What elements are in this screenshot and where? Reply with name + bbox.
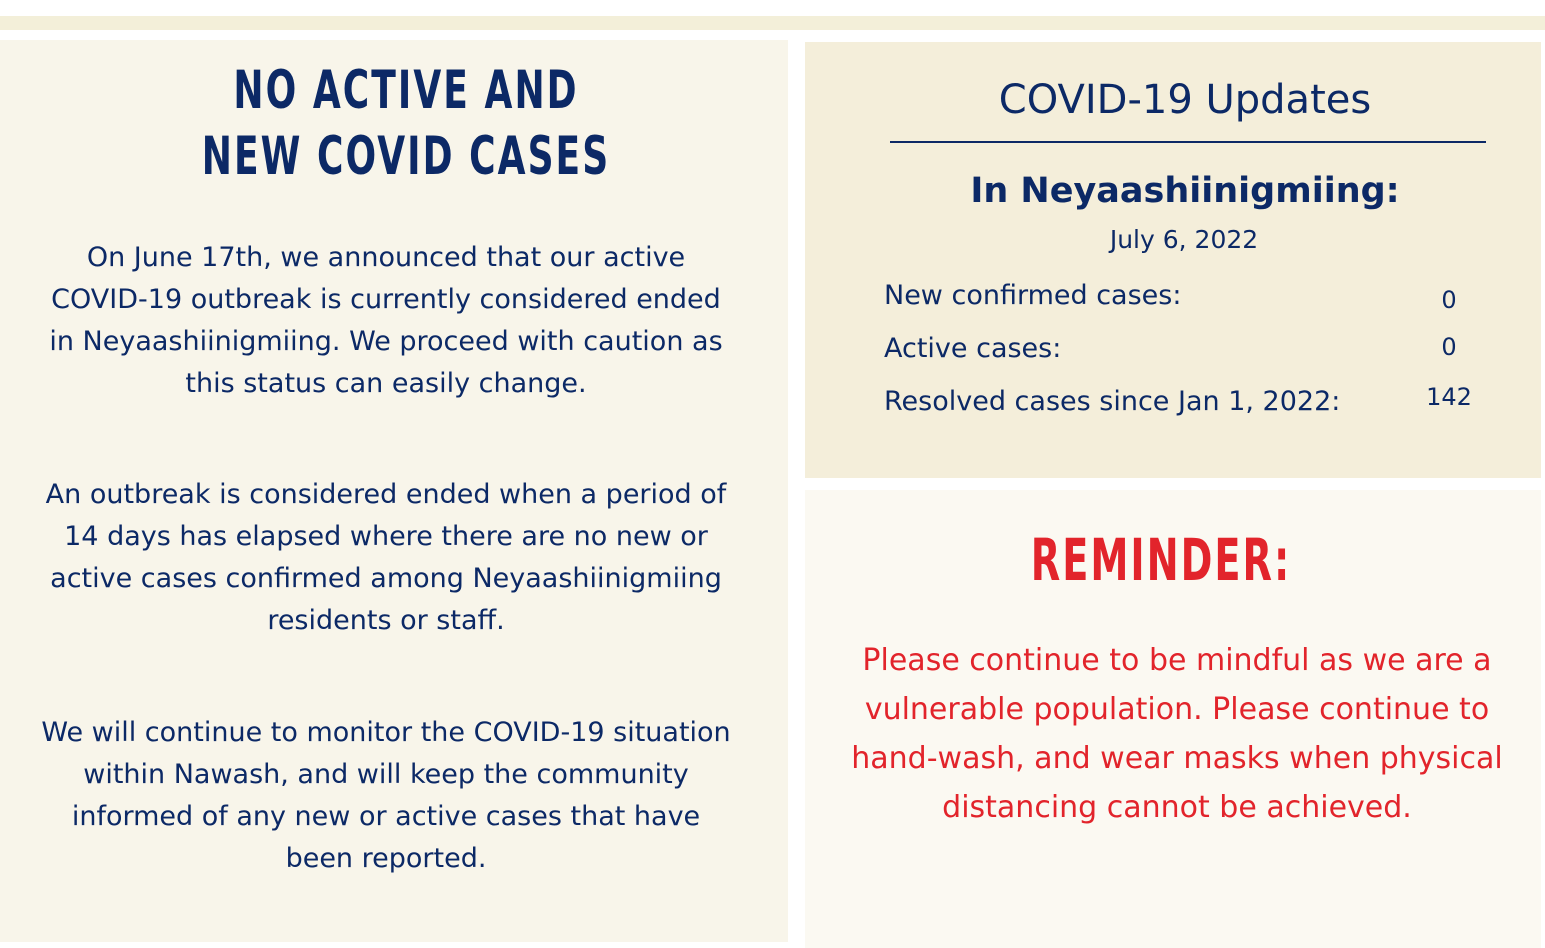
stat-value-resolved: 142 xyxy=(1426,383,1472,411)
stat-value-active: 0 xyxy=(1441,333,1457,361)
stat-value-new-confirmed: 0 xyxy=(1441,286,1457,314)
headline-line-2: NEW COVID CASES xyxy=(201,126,611,187)
top-banner-strip xyxy=(0,16,1545,30)
announcement-paragraph: On June 17th, we announced that our active COVID-19 outbreak is currently considered ended in Neyaashiinigmiing. We proceed with caution as this status can easily change. xyxy=(49,242,723,399)
community-name: In Neyaashiinigmiing: xyxy=(970,171,1400,211)
monitoring-paragraph: We will continue to monitor the COVID-19 situation within Nawash, and will keep the community informed of any new or active cases that have been reported. xyxy=(41,717,731,874)
outbreak-definition-paragraph: An outbreak is considered ended when a period of 14 days has elapsed where there are no new or active cases confirmed among Neyaashiinigmiing residents or staff. xyxy=(45,479,727,636)
stat-label-resolved: Resolved cases since Jan 1, 2022: xyxy=(884,386,1341,417)
reminder-title: REMINDER: xyxy=(1030,526,1292,594)
headline-line-1: NO ACTIVE AND xyxy=(233,60,579,121)
update-date: July 6, 2022 xyxy=(1109,225,1259,254)
stat-label-active: Active cases: xyxy=(884,333,1062,364)
reminder-text: Please continue to be mindful as we are a vulnerable population. Please continue to hand-wash, and wear masks when physical distancing cannot be achieved. xyxy=(851,643,1503,825)
outbreak-headline xyxy=(130,58,682,190)
updates-title: COVID-19 Updates xyxy=(998,77,1372,123)
updates-title-divider xyxy=(890,141,1486,143)
stat-label-new-confirmed: New confirmed cases: xyxy=(884,280,1182,311)
